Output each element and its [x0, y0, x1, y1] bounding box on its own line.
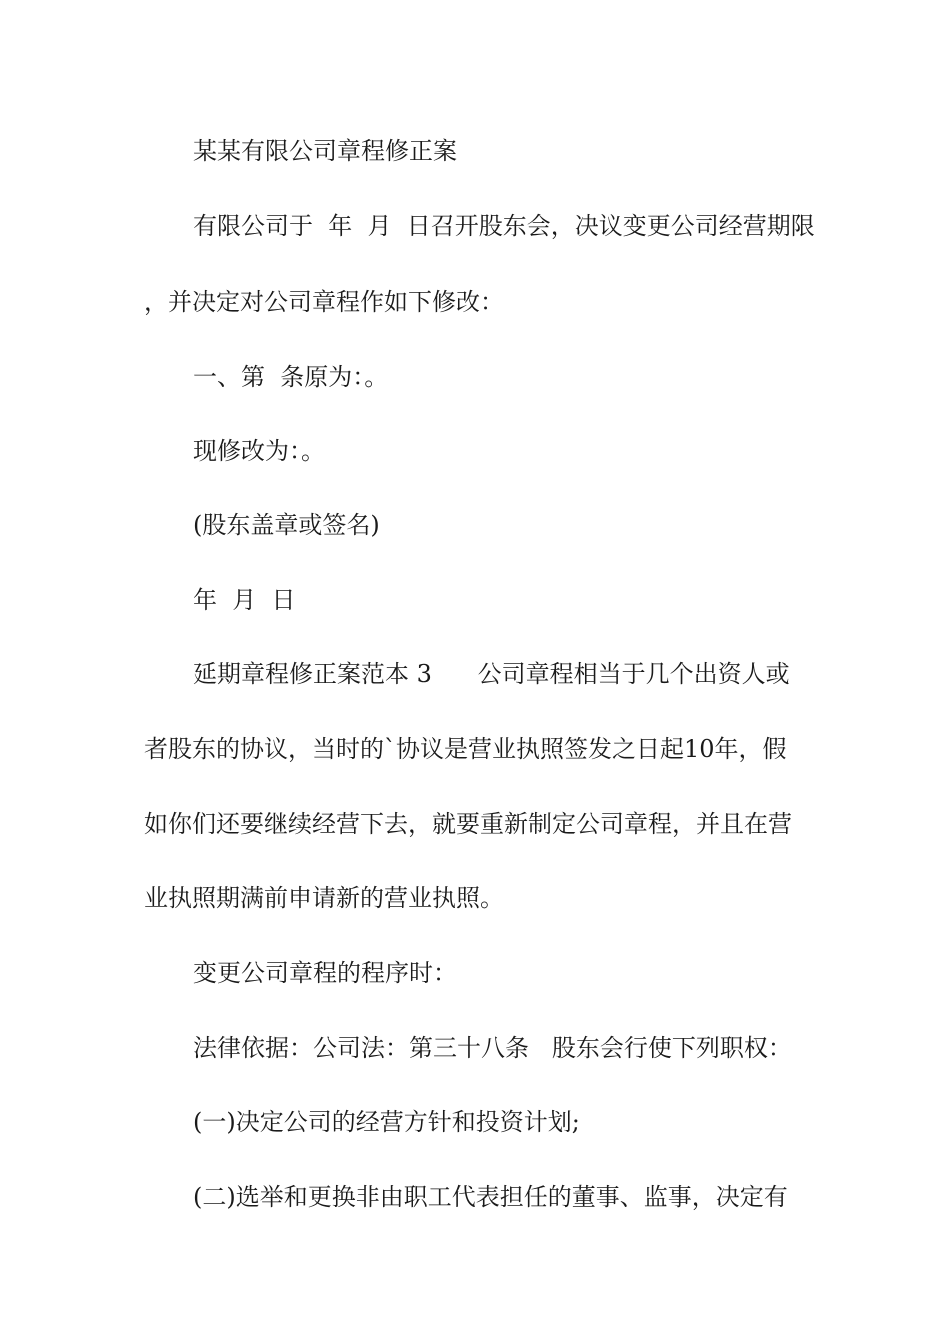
list-item: (二)选举和更换非由职工代表担任的董事、监事，决定有: [193, 1183, 788, 1211]
paragraph-line: 者股东的协议，当时的`协议是营业执照签发之日起10年，假: [144, 735, 787, 763]
paragraph-line: ，并决定对公司章程作如下修改：: [144, 288, 504, 316]
paragraph-line: 有限公司于 年 月 日召开股东会，决议变更公司经营期限: [193, 212, 815, 240]
list-item: (一)决定公司的经营方针和投资计划;: [193, 1108, 580, 1136]
document-title: 某某有限公司章程修正案: [193, 137, 457, 165]
paragraph-line: 一、第 条原为：。: [193, 363, 389, 391]
paragraph-line: 延期章程修正案范本 3 公司章程相当于几个出资人或: [193, 660, 790, 688]
paragraph-line: 现修改为：。: [193, 437, 325, 465]
paragraph-line: 如你们还要继续经营下去，就要重新制定公司章程，并且在营: [144, 810, 792, 838]
paragraph-line: (股东盖章或签名): [193, 511, 380, 539]
date-line: 年 月 日: [193, 586, 296, 614]
paragraph-line: 法律依据：公司法：第三十八条 股东会行使下列职权：: [193, 1034, 792, 1062]
paragraph-line: 业执照期满前申请新的营业执照。: [144, 884, 504, 912]
paragraph-line: 变更公司章程的程序时：: [193, 959, 457, 987]
